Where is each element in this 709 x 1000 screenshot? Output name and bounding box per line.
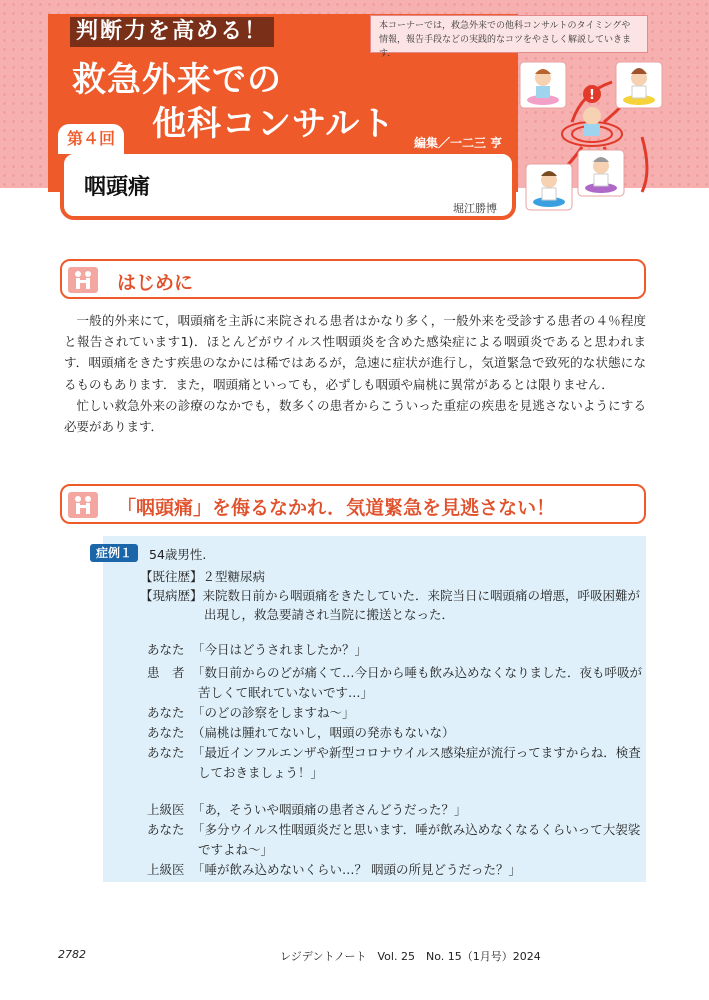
dialogue-line: あなた 「のどの診察をしますね～」 bbox=[147, 705, 355, 720]
section-title: はじめに bbox=[117, 272, 194, 294]
editor-credit: 編集／一二三 亨 bbox=[414, 136, 503, 150]
dialogue-line: あなた （扁桃は腫れてないし，咽頭の発赤もないな） bbox=[147, 725, 455, 740]
case-patient: 54歳男性. bbox=[149, 547, 207, 562]
intro-paragraphs bbox=[64, 310, 646, 437]
page-number: 2782 bbox=[58, 948, 86, 961]
consult-illustration bbox=[512, 52, 672, 222]
series-intro: 本コーナーでは，救急外来での他科コンサルトのタイミングや情報，報告手段などの実践的なコツをやさしく解説していきます． bbox=[370, 15, 648, 53]
case-badge: 症例１ bbox=[90, 544, 138, 562]
author-name: 堀江勝博 bbox=[453, 202, 497, 215]
section-header-intro bbox=[60, 259, 646, 299]
case-present-cont: 出現し，救急要請され当院に搬送となった． bbox=[204, 607, 455, 622]
section-header-airway bbox=[60, 484, 646, 524]
dialogue-line: 患 者 「数日前からのどが痛くて…今日から唾も飲み込めなくなりました．夜も呼吸が bbox=[147, 665, 643, 680]
dialogue-line-cont: しておきましょう！」 bbox=[198, 765, 324, 780]
case-present: 【現病歴】来院数日前から咽頭痛をきたしていた．来院当日に咽頭痛の増悪，呼吸困難が bbox=[140, 588, 641, 603]
series-title-line1: 救急外来での bbox=[72, 60, 282, 100]
journal-info: レジデントノート Vol. 25 No. 15（1月号）2024 bbox=[280, 950, 541, 963]
handshake-icon bbox=[68, 267, 98, 293]
paragraph: 忙しい救急外来の診療のなかでも，数多くの患者からこういった重症の疾患を見逃さないようにする必要があります． bbox=[64, 397, 646, 435]
section-title: 「咽頭痛」を侮るなかれ．気道緊急を見逃さない！ bbox=[117, 497, 556, 519]
series-tagline: 判断力を高める！ bbox=[70, 17, 274, 47]
series-title-line2: 他科コンサルト bbox=[152, 104, 396, 144]
dialogue-line: 上級医 「あ，そういや咽頭痛の患者さんどうだった？」 bbox=[147, 802, 467, 817]
dialogue-line: 上級医 「唾が飲み込めないくらい…？ 咽頭の所見どうだった？」 bbox=[147, 862, 521, 877]
dialogue-line: あなた 「多分ウイルス性咽頭炎だと思います．唾が飲み込めなくなるくらいって大袈裟 bbox=[147, 822, 641, 837]
episode-tab: 第４回 bbox=[55, 121, 127, 154]
dialogue-line: あなた 「最近インフルエンザや新型コロナウイルス感染症が流行ってますからね．検査 bbox=[147, 745, 641, 760]
dialogue-line: あなた 「今日はどうされましたか？」 bbox=[147, 642, 368, 657]
article-title: 咽頭痛 bbox=[84, 175, 151, 200]
case-history: 【既往歴】２型糖尿病 bbox=[140, 569, 266, 584]
doctor-head-icon bbox=[583, 107, 601, 125]
svg-text:!: ! bbox=[589, 88, 595, 103]
dialogue-line-cont: 苦しくて眠れていないです…」 bbox=[198, 685, 374, 700]
paragraph: 一般的外来にて，咽頭痛を主訴に来院される患者はかなり多く，一般外来を受診する患者の４％程度と報告されています1)．ほとんどがウイルス性咽頭炎を含めた感染症による咽頭炎であると思われます．咽頭痛をきたす疾患のなかには稀ではあるが，急速に症状が進行し，気道緊急で致死的な状態になるものもあります．また，咽頭痛といっても，必ずしも咽頭や扁桃に異常があるとは限りません． bbox=[64, 313, 646, 392]
handshake-icon bbox=[68, 492, 98, 518]
dialogue-line-cont: ですよね～」 bbox=[198, 842, 274, 857]
